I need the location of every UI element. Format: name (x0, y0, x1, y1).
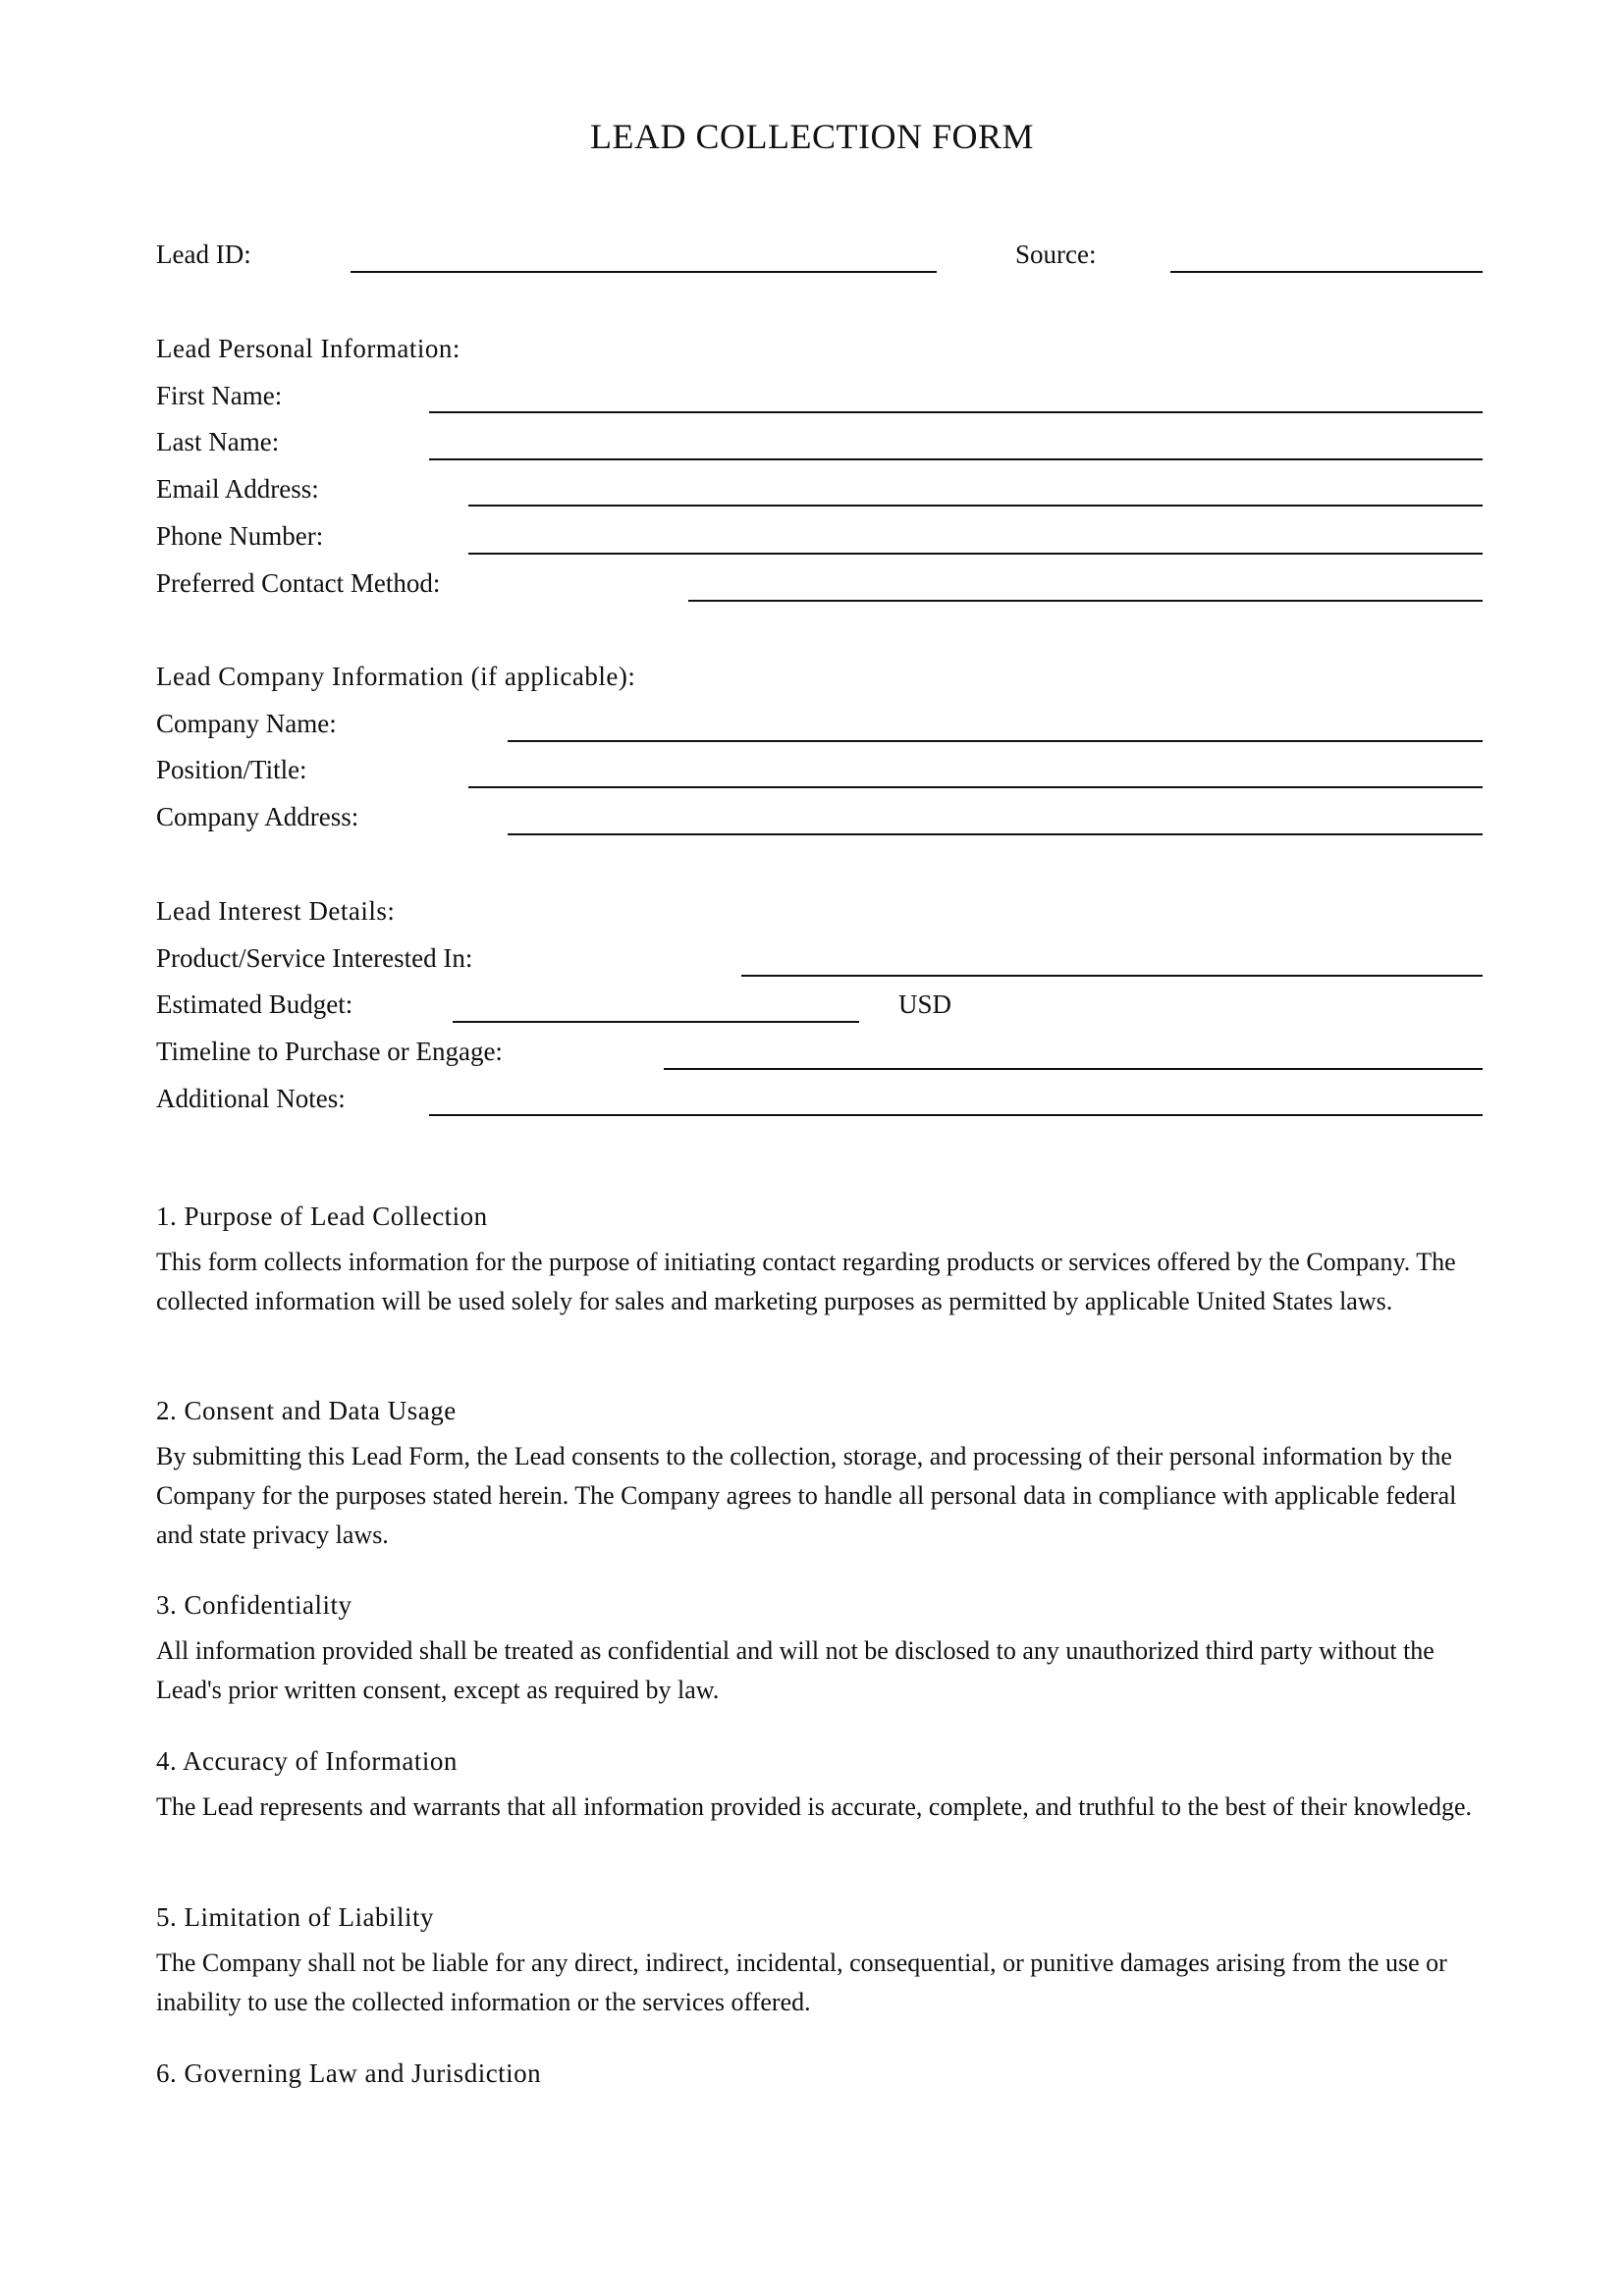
section-5-body: The Company shall not be liable for any direct, indirect, incidental, consequential, or punitive damages arising from the use or inability to use the collected information or the services offered. (156, 1949, 1447, 2016)
section-3-heading: 3. Confidentiality (156, 1590, 352, 1620)
position-label: Position/Title: (156, 755, 307, 784)
notes-label: Additional Notes: (156, 1084, 346, 1113)
phone-label: Phone Number: (156, 521, 324, 551)
section-3-body: All information provided shall be treated as confidential and will not be disclosed to any unauthorized third party without the Lead's prior written consent, except as required by law. (156, 1636, 1435, 1704)
source-label: Source: (1015, 240, 1097, 269)
personal-info-heading: Lead Personal Information: (156, 334, 460, 363)
contact-method-label: Preferred Contact Method: (156, 568, 441, 598)
product-label: Product/Service Interested In: (156, 943, 473, 973)
section-4-body: The Lead represents and warrants that all information provided is accurate, complete, and truthful to the best of their knowledge. (156, 1792, 1472, 1821)
contact-method-field[interactable] (688, 600, 1483, 602)
section-6-heading: 6. Governing Law and Jurisdiction (156, 2058, 542, 2088)
section-1-body: This form collects information for the purpose of initiating contact regarding products or services offered by the Company. The collected information will be used solely for sales and marketing purposes as permitted by applicable United States laws. (156, 1248, 1456, 1315)
section-1-heading: 1. Purpose of Lead Collection (156, 1201, 488, 1231)
company-info-heading: Lead Company Information (if applicable): (156, 662, 636, 691)
budget-label: Estimated Budget: (156, 989, 353, 1019)
timeline-label: Timeline to Purchase or Engage: (156, 1037, 503, 1066)
company-address-field[interactable] (508, 833, 1483, 835)
position-field[interactable] (468, 786, 1483, 788)
lead-id-field[interactable] (351, 271, 937, 273)
company-name-field[interactable] (508, 740, 1483, 742)
first-name-field[interactable] (429, 411, 1483, 413)
last-name-label: Last Name: (156, 427, 280, 456)
source-field[interactable] (1170, 271, 1483, 273)
last-name-field[interactable] (429, 458, 1483, 460)
budget-field[interactable] (453, 1021, 859, 1023)
company-address-label: Company Address: (156, 802, 359, 831)
timeline-field[interactable] (664, 1068, 1483, 1070)
page-title: LEAD COLLECTION FORM (590, 117, 1034, 156)
email-field[interactable] (468, 505, 1483, 507)
phone-field[interactable] (468, 553, 1483, 555)
interest-heading: Lead Interest Details: (156, 896, 396, 926)
section-2-body: By submitting this Lead Form, the Lead consents to the collection, storage, and processing of their personal information by the Company for the purposes stated herein. The Company agrees to handle all personal data in compliance with applicable federal and state privacy laws. (156, 1442, 1457, 1549)
section-5-heading: 5. Limitation of Liability (156, 1902, 434, 1932)
email-label: Email Address: (156, 474, 319, 504)
section-4-heading: 4. Accuracy of Information (156, 1746, 458, 1776)
first-name-label: First Name: (156, 381, 283, 410)
currency-label: USD (898, 989, 952, 1019)
section-2-heading: 2. Consent and Data Usage (156, 1396, 457, 1425)
product-field[interactable] (741, 975, 1483, 977)
lead-id-label: Lead ID: (156, 240, 251, 269)
company-name-label: Company Name: (156, 709, 337, 738)
notes-field[interactable] (429, 1114, 1483, 1116)
